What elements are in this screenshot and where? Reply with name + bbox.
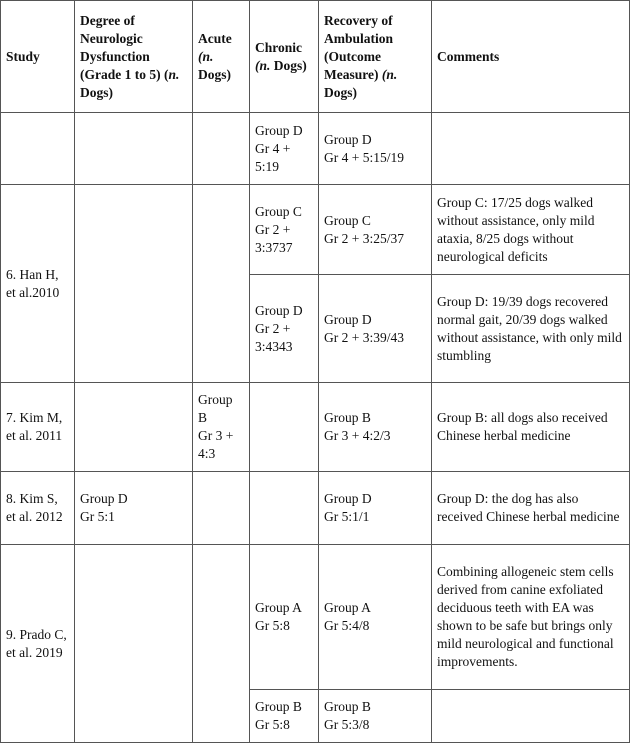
header-recovery: Recovery of Ambulation (Outcome Measure) (n. Dogs) <box>319 1 432 113</box>
degree-cell <box>75 113 193 185</box>
comment-cell: Combining allogeneic stem cells derived from canine exfoliated deciduous teeth with EA was shown to be safe but brings only mild neurological and functional improvements. <box>432 545 630 690</box>
chronic-cell: Group A Gr 5:8 <box>250 545 319 690</box>
comment-cell <box>432 690 630 743</box>
acute-cell <box>193 472 250 545</box>
chronic-cell: Group B Gr 5:8 <box>250 690 319 743</box>
header-chronic: Chronic (n. Dogs) <box>250 1 319 113</box>
chronic-cell <box>250 472 319 545</box>
degree-cell: Group D Gr 5:1 <box>75 472 193 545</box>
header-acute: Acute (n. Dogs) <box>193 1 250 113</box>
header-comments: Comments <box>432 1 630 113</box>
comment-cell: Group D: 19/39 dogs recovered normal gait, 20/39 dogs walked without assistance, with only mild stumbling <box>432 275 630 383</box>
comment-cell: Group C: 17/25 dogs walked without assistance, only mild ataxia, 8/25 dogs without neurological deficits <box>432 185 630 275</box>
recovery-cell: Group B Gr 3 + 4:2/3 <box>319 383 432 472</box>
recovery-cell: Group A Gr 5:4/8 <box>319 545 432 690</box>
recovery-cell: Group D Gr 4 + 5:15/19 <box>319 113 432 185</box>
chronic-cell: Group C Gr 2 + 3:3737 <box>250 185 319 275</box>
study-cell: 9. Prado C, et al. 2019 <box>1 545 75 743</box>
table-row <box>1 472 630 545</box>
header-degree: Degree of Neurologic Dysfunction (Grade 1 to 5) (n. Dogs) <box>75 1 193 113</box>
recovery-cell: Group D Gr 2 + 3:39/43 <box>319 275 432 383</box>
table-row <box>1 113 630 185</box>
table-row <box>1 185 630 275</box>
degree-cell <box>75 383 193 472</box>
acute-cell: Group B Gr 3 + 4:3 <box>193 383 250 472</box>
recovery-cell: Group D Gr 5:1/1 <box>319 472 432 545</box>
table-row <box>1 545 630 690</box>
comment-cell <box>432 113 630 185</box>
header-study: Study <box>1 1 75 113</box>
degree-cell <box>75 545 193 743</box>
chronic-cell: Group D Gr 4 + 5:19 <box>250 113 319 185</box>
study-cell: 6. Han H, et al.2010 <box>1 185 75 383</box>
header-row <box>1 1 630 113</box>
acute-cell <box>193 545 250 743</box>
comment-cell: Group B: all dogs also received Chinese herbal medicine <box>432 383 630 472</box>
study-cell: 7. Kim M, et al. 2011 <box>1 383 75 472</box>
study-cell <box>1 113 75 185</box>
acute-cell <box>193 113 250 185</box>
degree-cell <box>75 185 193 383</box>
chronic-cell: Group D Gr 2 + 3:4343 <box>250 275 319 383</box>
table-row <box>1 383 630 472</box>
chronic-cell <box>250 383 319 472</box>
recovery-cell: Group B Gr 5:3/8 <box>319 690 432 743</box>
study-cell: 8. Kim S, et al. 2012 <box>1 472 75 545</box>
comment-cell: Group D: the dog has also received Chinese herbal medicine <box>432 472 630 545</box>
acute-cell <box>193 185 250 383</box>
recovery-cell: Group C Gr 2 + 3:25/37 <box>319 185 432 275</box>
